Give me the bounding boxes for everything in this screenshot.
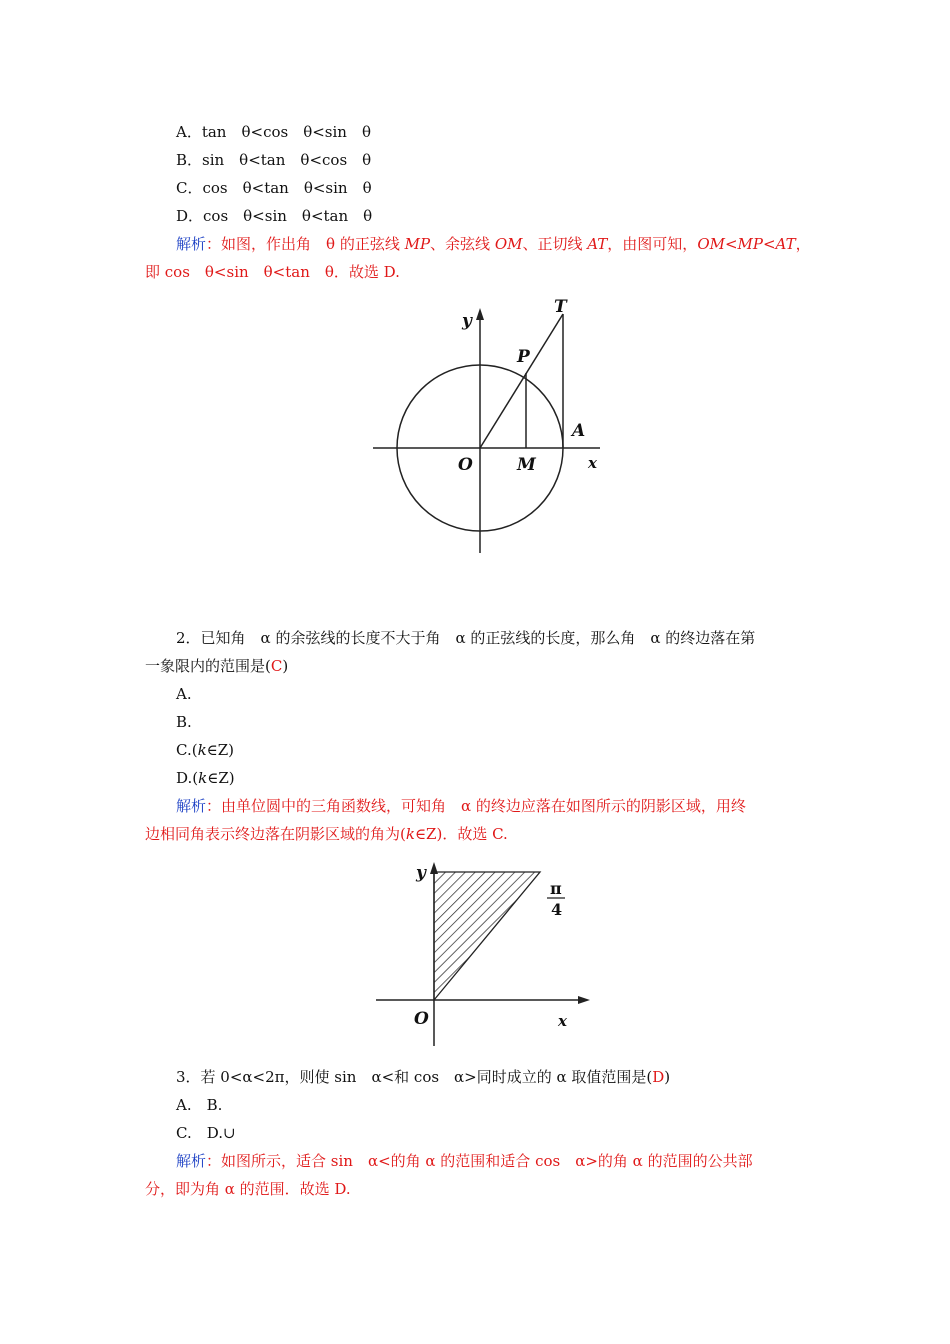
analysis-label: 解析 (176, 235, 207, 253)
unit-circle-figure (370, 298, 610, 562)
shaded-region-figure (372, 856, 594, 1056)
label-four: 4 (551, 900, 563, 919)
label-pi: π (550, 879, 562, 898)
q3-options-2: C. D.∪ (176, 1124, 236, 1142)
label-x: x (558, 1012, 567, 1030)
q2-answer: C (270, 657, 283, 675)
q3-options-1: A. B. (176, 1096, 223, 1114)
q1-option-c: C．cos θ<tan θ<sin θ (176, 179, 372, 197)
q2-stem-line-1: 2．已知角 α 的余弦线的长度不大于角 α 的正弦线的长度，那么角 α 的终边落在第 (176, 629, 756, 647)
label-p: P (517, 347, 530, 367)
analysis-label: 解析 (176, 797, 207, 815)
q2-analysis-line-2: 边相同角表示终边落在阴影区域的角为(k∈Z)．故选 C. (145, 825, 508, 843)
q2-analysis-line-1: 解析：由单位圆中的三角函数线，可知角 α 的终边应落在如图所示的阴影区域，用终 (176, 797, 746, 815)
label-y: y (462, 311, 472, 331)
q3-answer: D (652, 1068, 665, 1086)
q1-option-a: A．tan θ<cos θ<sin θ (176, 123, 371, 141)
analysis-label: 解析 (176, 1152, 207, 1170)
q2-option-d: D.(k∈Z) (176, 769, 235, 787)
q3-analysis-line-1: 解析：如图所示，适合 sin α<的角 α 的范围和适合 cos α>的角 α 的范围的公共部 (176, 1152, 753, 1170)
q1-analysis-line-2: 即 cos θ<sin θ<tan θ．故选 D. (145, 263, 400, 281)
label-x: x (588, 454, 597, 472)
label-m: M (517, 455, 536, 475)
q3-analysis-line-2: 分，即为角 α 的范围．故选 D. (145, 1180, 351, 1198)
q2-option-c: C.(k∈Z) (176, 741, 235, 759)
label-y: y (416, 863, 426, 883)
label-o: O (458, 455, 473, 475)
q1-option-b: B．sin θ<tan θ<cos θ (176, 151, 372, 169)
q3-stem: 3．若 0<α<2π，则使 sin α<和 cos α>同时成立的 α 取值范围是(D) (176, 1068, 671, 1086)
q1-option-d: D．cos θ<sin θ<tan θ (176, 207, 373, 225)
q2-stem-line-2: 一象限内的范围是(C) (145, 657, 289, 675)
q2-option-a: A. (176, 685, 192, 703)
q2-option-b: B. (176, 713, 192, 731)
label-o: O (414, 1009, 429, 1029)
label-a: A (572, 421, 586, 441)
q1-analysis-line-1: 解析：如图，作出角 θ 的正弦线 MP、余弦线 OM、正切线 AT，由图可知，OM<MP<AT， (176, 235, 811, 253)
label-t: T (554, 298, 567, 317)
